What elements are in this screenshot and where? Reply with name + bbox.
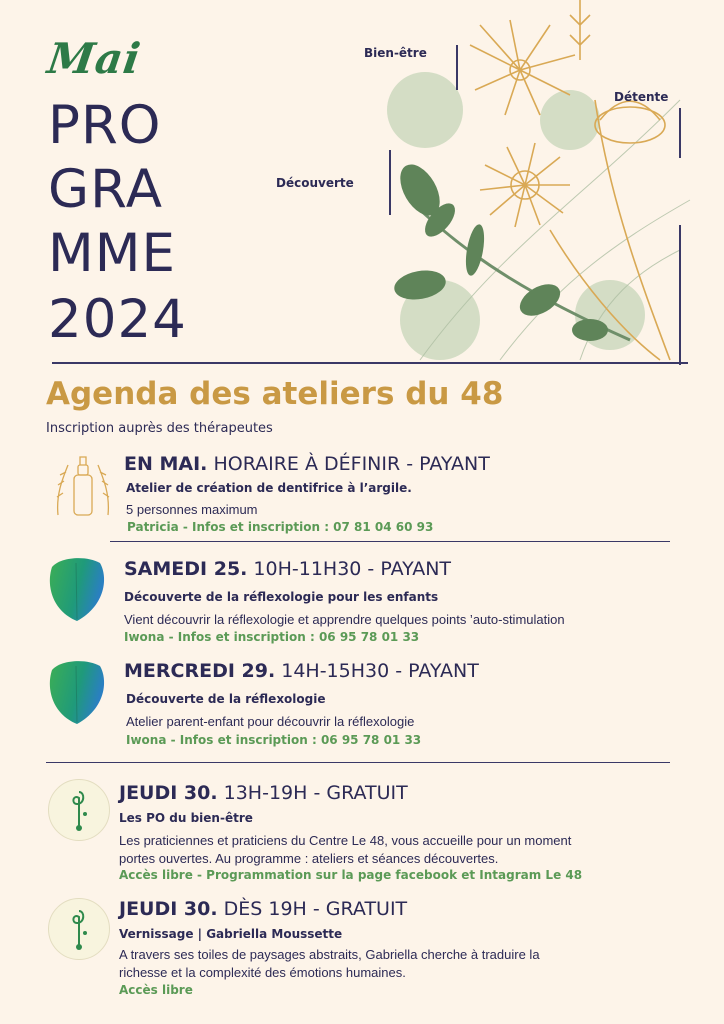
program-title-line-1: PRO — [48, 95, 162, 156]
watercolor-leaf-icon — [46, 555, 108, 623]
section-divider — [46, 762, 670, 763]
program-title-line-4: 2024 — [48, 289, 187, 350]
event-contact: Accès libre — [119, 983, 193, 997]
le48-logo-icon — [48, 898, 110, 960]
event-title: Les PO du bien-être — [119, 811, 253, 825]
event-description-line-1: A travers ses toiles de paysages abstraits, Gabriella cherche à traduire la — [119, 947, 540, 962]
section-divider — [110, 541, 670, 542]
event-description-line-2: richesse et la complexité des émotions humaines. — [119, 965, 406, 980]
label-decouverte: Découverte — [276, 176, 354, 190]
program-title-line-3: MME — [48, 223, 176, 284]
label-detente: Détente — [614, 90, 669, 104]
event-description-line-1: Les praticiennes et praticiens du Centre Le 48, vous accueille pour un moment — [119, 833, 572, 848]
watercolor-leaf-icon — [46, 658, 108, 726]
floral-illustration — [380, 0, 700, 370]
header-divider — [52, 362, 688, 364]
divider-line — [679, 225, 681, 365]
divider-line — [389, 150, 391, 215]
dropper-bottle-icon — [48, 455, 118, 525]
program-title-line-2: GRA — [48, 159, 164, 220]
event-heading: EN MAI. HORAIRE À DÉFINIR - PAYANT — [124, 453, 490, 475]
event-title: Vernissage | Gabriella Moussette — [119, 927, 343, 941]
event-contact: Iwona - Infos et inscription : 06 95 78 01 33 — [124, 630, 420, 644]
label-bien-etre: Bien-être — [364, 46, 427, 60]
agenda-title: Agenda des ateliers du 48 — [46, 376, 504, 412]
le48-logo-icon — [48, 779, 110, 841]
event-title: Atelier de création de dentifrice à l’argile. — [126, 481, 412, 495]
divider-line — [679, 108, 681, 158]
month-title: Mai — [44, 34, 145, 83]
divider-line — [456, 45, 458, 90]
event-heading: SAMEDI 25. 10H-11H30 - PAYANT — [124, 558, 452, 580]
agenda-subtitle: Inscription auprès des thérapeutes — [46, 421, 273, 436]
event-heading: MERCREDI 29. 14H-15H30 - PAYANT — [124, 660, 479, 682]
event-heading: JEUDI 30. DÈS 19H - GRATUIT — [119, 898, 408, 920]
event-title: Découverte de la réflexologie — [126, 692, 326, 706]
event-description: Vient découvrir la réflexologie et apprendre quelques points ’auto-stimulation — [124, 612, 565, 627]
event-description: 5 personnes maximum — [126, 502, 258, 517]
event-contact: Accès libre - Programmation sur la page facebook et Intagram Le 48 — [119, 868, 583, 882]
event-description: Atelier parent-enfant pour découvrir la réflexologie — [126, 714, 415, 729]
event-heading: JEUDI 30. 13H-19H - GRATUIT — [119, 782, 408, 804]
event-description-line-2: portes ouvertes. Au programme : ateliers et séances découvertes. — [119, 851, 499, 866]
event-title: Découverte de la réflexologie pour les enfants — [124, 590, 439, 604]
event-contact: Patricia - Infos et inscription : 07 81 04 60 93 — [127, 520, 434, 534]
event-contact: Iwona - Infos et inscription : 06 95 78 01 33 — [126, 733, 422, 747]
